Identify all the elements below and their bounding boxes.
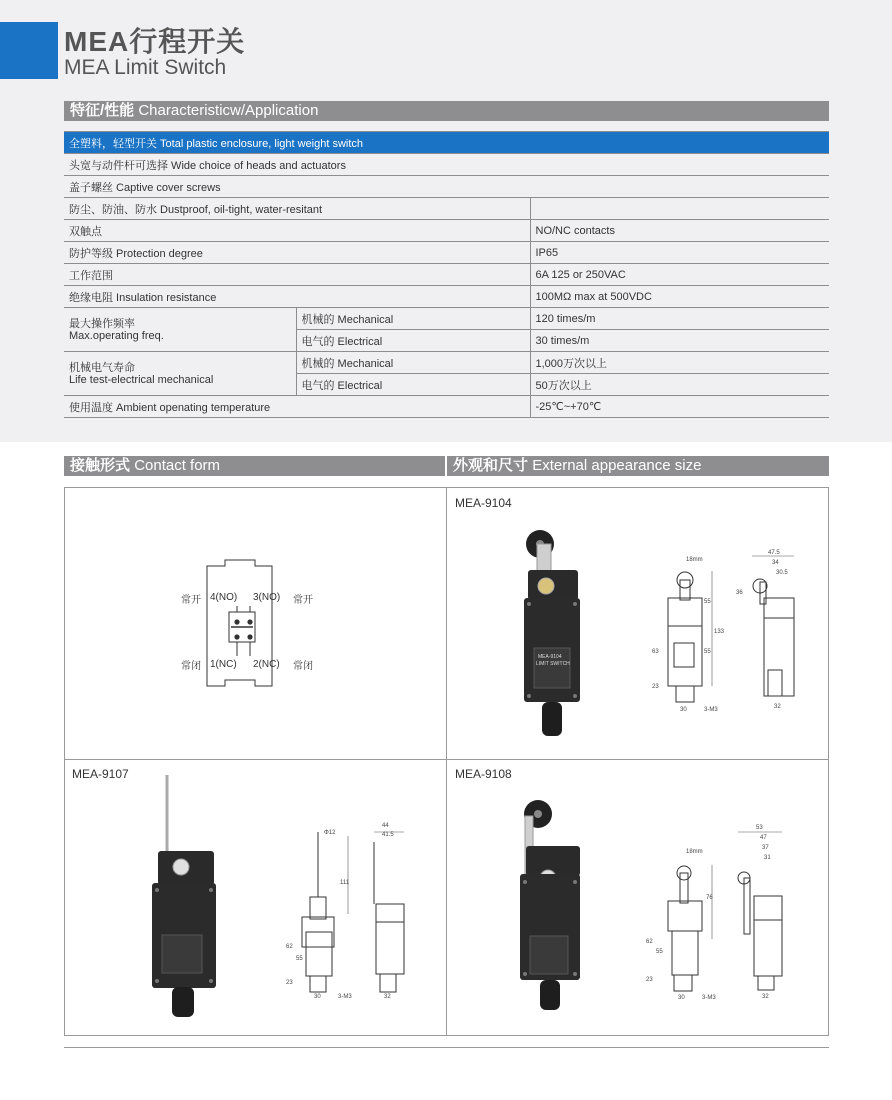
dim-47-5: 47.5 — [768, 550, 780, 556]
table-cell: 防护等级 Protection degree — [64, 242, 530, 264]
table-cell: 1,000万次以上 — [530, 352, 829, 374]
cable-gland — [542, 702, 562, 736]
body-screw — [209, 979, 213, 983]
table-row — [64, 396, 829, 418]
dim-18mm: 18mm — [686, 849, 703, 855]
drawing-front-mea-9104 — [650, 553, 725, 713]
table-cell: 使用温度 Ambient openating temperature — [64, 396, 530, 418]
table-row — [64, 198, 829, 220]
page-title-en: MEA Limit Switch — [64, 56, 227, 79]
drawing-front-mea-9107 — [282, 822, 354, 1002]
label-nc-right: 常闭 — [293, 661, 313, 672]
dim-31: 31 — [764, 855, 771, 861]
drawing-body — [668, 626, 702, 686]
dim-36: 36 — [736, 590, 743, 596]
table-cell: 电气的 Electrical — [296, 330, 530, 352]
dim-62: 62 — [286, 944, 293, 950]
drawing-gland — [758, 976, 774, 990]
dim-23: 23 — [652, 684, 659, 690]
dim-62: 62 — [646, 939, 653, 945]
dim-32: 32 — [384, 994, 391, 1000]
drawing-side-mea-9104 — [732, 546, 802, 711]
dim-30: 30 — [678, 995, 685, 1001]
drawing-body — [672, 931, 698, 975]
product-photo-mea-9104 — [518, 528, 588, 738]
terminal-4-no: 4(NO) — [210, 592, 238, 603]
dim-55: 55 — [656, 949, 663, 955]
table-cell — [530, 198, 829, 220]
body-screw — [155, 979, 159, 983]
drawing-gland — [674, 975, 692, 991]
drawing-arm — [744, 878, 750, 934]
table-cell: NO/NC contacts — [530, 220, 829, 242]
label-nc-left: 常闭 — [181, 661, 201, 672]
label-no-right: 常开 — [293, 595, 313, 606]
dim-133: 133 — [714, 629, 725, 635]
head-screw — [538, 578, 554, 594]
table-cell: 双触点 — [64, 220, 530, 242]
table-row — [64, 176, 829, 198]
dim-32: 32 — [762, 994, 769, 1000]
table-row — [64, 264, 829, 286]
table-cell: 机械的 Mechanical — [296, 308, 530, 330]
table-row — [64, 220, 829, 242]
contact-diagram — [175, 560, 335, 692]
section-header-contact-form — [64, 456, 445, 476]
drawing-head — [668, 901, 702, 931]
page-title-cn: MEA行程开关 — [64, 26, 246, 57]
contact-point — [234, 619, 239, 624]
drawing-head — [764, 598, 794, 618]
body-screw — [527, 602, 531, 606]
dim-32: 32 — [774, 704, 781, 710]
row-label-en: Life test-electrical mechanical — [69, 373, 214, 386]
dim-41-5: 41.5 — [382, 832, 394, 838]
dim-47: 47 — [760, 835, 767, 841]
table-cell: 6A 125 or 250VAC — [530, 264, 829, 286]
table-cell: 工作范围 — [64, 264, 530, 286]
drawing-head — [376, 904, 404, 922]
terminal-3-no: 3(NO) — [253, 592, 281, 603]
drawing-window — [674, 643, 694, 667]
dim-44: 44 — [382, 823, 389, 829]
section-title-en: Characteristicw/Application — [138, 102, 319, 119]
body-screw — [155, 888, 159, 892]
drawing-body — [754, 920, 782, 976]
dim-55b: 55 — [704, 649, 711, 655]
drawing-arm — [310, 897, 326, 919]
dim-53: 53 — [756, 825, 763, 831]
body-screw — [523, 972, 527, 976]
row-label-cn: 机械电气寿命 — [69, 361, 135, 374]
terminal-1-nc: 1(NC) — [210, 659, 237, 670]
row-label-cn: 最大操作频率 — [69, 317, 135, 330]
dim-55: 55 — [296, 956, 303, 962]
table-row — [64, 154, 829, 176]
dim-76: 76 — [706, 895, 713, 901]
table-row — [64, 242, 829, 264]
cable-gland — [172, 987, 194, 1017]
drawing-gland — [310, 976, 326, 992]
dim-30: 30 — [680, 707, 687, 713]
table-cell: 机械的 Mechanical — [296, 352, 530, 374]
row-label-en: Max.operating freq. — [69, 329, 164, 342]
table-row — [64, 352, 829, 374]
contact-point — [234, 634, 239, 639]
drawing-arm — [680, 873, 688, 903]
table-cell: 120 times/m — [530, 308, 829, 330]
contact-point — [247, 619, 252, 624]
section-title-cn: 接触形式 — [70, 457, 131, 474]
drawing-head — [668, 598, 702, 626]
table-cell: 100MΩ max at 500VDC — [530, 286, 829, 308]
table-cell: 30 times/m — [530, 330, 829, 352]
table-cell: 绝缘电阻 Insulation resistance — [64, 286, 530, 308]
dim-111: 111 — [340, 880, 350, 886]
section-title-en: External appearance size — [532, 457, 702, 474]
section-header-appearance — [447, 456, 829, 476]
product-photo-mea-9108 — [514, 798, 586, 1013]
drawing-gland — [676, 686, 694, 702]
drawing-head — [754, 896, 782, 920]
contact-point — [247, 634, 252, 639]
table-row — [64, 132, 829, 154]
dim-63: 63 — [652, 649, 659, 655]
table-cell: 头宽与动件杆可选择 Wide choice of heads and actuators — [64, 154, 829, 176]
dim-34: 34 — [772, 560, 779, 566]
section-header-characteristics — [64, 101, 829, 121]
table-cell: 防尘、防油、防水 Dustproof, oil-tight, water-resitant — [64, 198, 530, 220]
table-cell: IP65 — [530, 242, 829, 264]
switch-label-plate — [530, 936, 568, 974]
dim-23: 23 — [286, 980, 293, 986]
dim-3m3: 3-M3 — [704, 707, 718, 713]
dim-37: 37 — [762, 845, 769, 851]
bottom-rule — [64, 1047, 829, 1048]
table-cell — [64, 352, 296, 396]
label-no-left: 常开 — [181, 595, 201, 606]
body-screw — [573, 602, 577, 606]
body-screw — [573, 972, 577, 976]
drawing-arm — [680, 580, 690, 600]
drawing-body — [376, 922, 404, 974]
dim-phi12: Φ12 — [324, 830, 336, 836]
table-cell: 盖子螺丝 Captive cover screws — [64, 176, 829, 198]
product-photo-mea-9107 — [148, 775, 220, 1020]
table-cell: 全塑料，轻型开关 Total plastic enclosure, light weight switch — [64, 132, 829, 154]
dim-30-5: 30.5 — [776, 570, 788, 576]
section-title-cn: 特征/性能 — [70, 102, 135, 119]
drawing-side-mea-9108 — [732, 822, 802, 1002]
dim-30: 30 — [314, 994, 321, 1000]
dim-18mm: 18mm — [686, 557, 703, 563]
spec-table — [64, 131, 829, 418]
table-cell: -25℃~+70℃ — [530, 396, 829, 418]
body-screw — [209, 888, 213, 892]
table-row — [64, 286, 829, 308]
drawing-front-mea-9108 — [642, 843, 722, 1003]
drawing-side-mea-9107 — [364, 822, 416, 1002]
section-title-en: Contact form — [134, 457, 221, 474]
dim-55a: 55 — [704, 599, 711, 605]
roller-hub — [534, 810, 542, 818]
dim-23: 23 — [646, 977, 653, 983]
grid-divider-vertical — [446, 487, 447, 1036]
brand-accent-bar — [0, 22, 58, 79]
switch-label-plate — [162, 935, 202, 973]
model-label-mea-9104: MEA-9104 — [455, 496, 512, 510]
section-title-cn: 外观和尺寸 — [453, 457, 529, 474]
body-screw — [573, 694, 577, 698]
body-screw — [523, 880, 527, 884]
table-row — [64, 308, 829, 330]
cable-gland — [540, 980, 560, 1010]
body-screw — [527, 694, 531, 698]
product-brand: MEA-9104 — [538, 654, 562, 660]
product-sub: LIMIT SWITCH — [536, 661, 570, 667]
model-label-mea-9107: MEA-9107 — [72, 767, 129, 781]
table-cell — [64, 308, 296, 352]
dim-3m3: 3-M3 — [338, 994, 352, 1000]
drawing-gland — [380, 974, 396, 992]
table-cell: 50万次以上 — [530, 374, 829, 396]
drawing-body — [306, 932, 332, 976]
body-screw — [573, 880, 577, 884]
drawing-gland — [768, 670, 782, 696]
terminal-2-nc: 2(NC) — [253, 659, 280, 670]
table-cell: 电气的 Electrical — [296, 374, 530, 396]
model-label-mea-9108: MEA-9108 — [455, 767, 512, 781]
grid-divider-horizontal — [64, 759, 829, 760]
dim-3m3: 3-M3 — [702, 995, 716, 1001]
head-screw — [173, 859, 189, 875]
